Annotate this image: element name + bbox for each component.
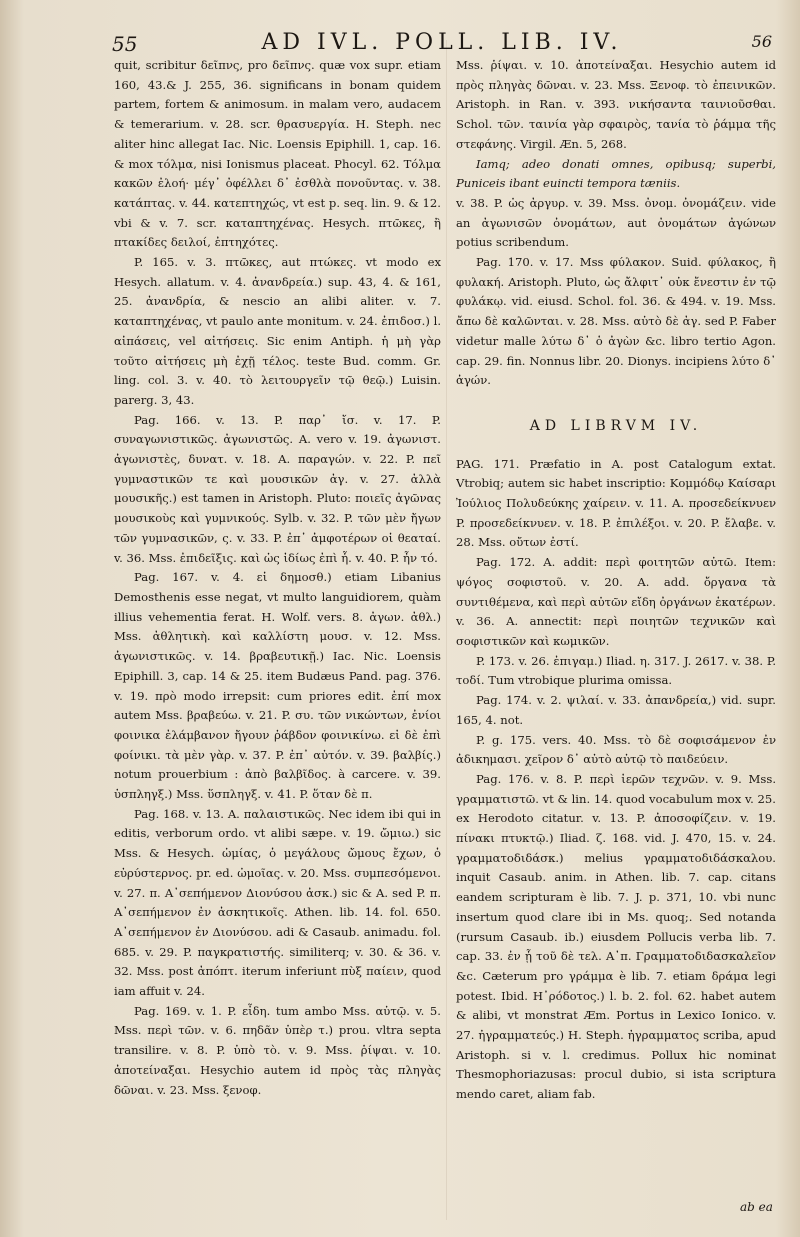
right-paragraph-5: Pag. 172. A. addit: περὶ φοιτητῶν αὐτῶ. Item: ψόγος σοφιστοῦ. v. 20. A. add. ὄργανα τὰ συντιθέμενα, καὶ περὶ αὐτῶν εἴδη ὀργάνων ἑκατέρων. v. 36. A. annectit: περὶ ποιητῶν τεχνικῶν καὶ σοφιστικῶν καὶ κωμικῶν. [456,555,776,648]
right-paragraph-2: v. 38. P. ὡς ἀργυρ. v. 39. Mss. ὀνομ. ὀνομάζειν. vide an ἀγωνισῶν ὀνομάτων, aut ὀνομάτων ἀγώνων potius scribendum. [456,195,776,250]
left-paragraph-3: Pag. 166. v. 13. P. παρ᾽ ἴσ. v. 17. P. συναγωνιστικῶς. ἀγωνιστῶς. A. vero v. 19. ἀγωνιστ. ἀγωνιστὲς, δυνατ. v. 18. A. παραγών. v. 22. P. πεῖ γυμναστικῶν τε καὶ μουσικῶν ἀγ. v. 27. ἀλλὰ μουσικῆς.) est tamen in Aristoph. Pluto: ποιεῖς ἀγῶνας μουσικοὺς καὶ γυμνικούς. Sylb. v. 32. P. τῶν μὲν ἤγων τῶν γυμνασικῶν, ς. v. 33. P. ἐπ᾽ ἀμφοτέρων οἱ θεαταί. v. 36. Mss. ἐπιδεῖξις. καὶ ὡς ἰδίως ἐπὶ ἧ. v. 40. P. ἦν τό. [114,412,441,565]
left-paragraph-5: Pag. 168. v. 13. A. παλαιστικῶς. Nec idem ibi qui in editis, verborum ordo. vt alibi sæpe. v. 19. ὤμιω.) sic Mss. & Hesych. ὠμίας, ὁ μεγάλους ὤμους ἔχων, ὁ εὐρύστερνος. pr. ed. ὠμοῖας. v. 20. Mss. συμπεσόμενοι. v. 27. π. Α᾽σεπήμενον Διονύσου ἀσκ.) sic & A. sed P. π. Α᾽σεπήμενον ἐν ἀσκητικοῖς. Athen. lib. 14. fol. 650. Α᾽σεπήμενον ἐν Διονύσου. adi & Casaub. animadu. fol. 685. v. 29. P. παγκρατιστής. similiterq; v. 30. & 36. v. 32. Mss. post ἀπόπτ. iterum inferiunt πὺξ παίειν, quod iam affuit v. 24. [114,806,441,999]
right-paragraph-3: Pag. 170. v. 17. Mss φύλακον. Suid. φύλακος, ἢ φυλακή. Aristoph. Pluto, ὡς ἄλφιτ᾽ οὐκ ἔνεστιν ἐν τῷ φυλάκῳ. vid. eiusd. Schol. fol. 36. & 494. v. 19. Mss. ἄπω δὲ καλῶνται. v. 28. Mss. αὐτὸ δὲ ἀγ. sed P. Faber videtur malle λύτω δ᾽ ὁ ἀγὼν &c. libro tertio Agon. cap. 29. fin. Nonnus libr. 20. Dionys. incipiens λύτο δ᾽ ἀγών. [456,255,776,388]
right-paragraph-4: PAG. 171. Præfatio in A. post Catalogum extat. Vtrobiq; autem sic habet inscriptio: Κομμόδῳ Καίσαρι Ἰούλιος Πολυδεύκης χαίρειν. v. 11. A. προσεδείκνυεν P. προσεδείκνυεν. v. 18. P. ἐπιλέξοι. v. 20. P. ἔλαβε. v. 28. Mss. οὔτων ἐστί. [456,456,776,550]
right-paragraph-8: P. g. 175. vers. 40. Mss. τὸ δὲ σοφισάμενον ἐν ἀδικημασι. χεῖρον δ᾽ αὐτὸ αὐτῷ τὸ παιδεύειν. [456,732,776,767]
right-paragraph-7: Pag. 174. v. 2. ψιλαί. v. 33. ἀπανδρεία,) vid. supr. 165, 4. not. [456,693,776,727]
verse-quotation: Iamq; adeo donati omnes, opibusq; superbi, Puniceis ibant euincti tempora tæniis. [456,156,776,191]
catchword: ab ea [740,1200,773,1214]
left-paragraph-4: Pag. 167. v. 4. εἰ δημοσθ.) etiam Libanius Demosthenis esse negat, vt multo languidiorem, quàm illius vehementia ferat. H. Wolf. vers. 8. ἀγων. ἀθλ.) Mss. ἀθλητικὴ. καὶ καλλίστη μουσ. v. 12. Mss. ἀγωνιστικῶς. v. 14. βραβευτικῇ.) Iac. Nic. Loensis Epiphill. 3, cap. 14 & 25. item Budæus Pand. pag. 376. v. 19. πρὸ modo irrepsit: cum priores edit. ἐπί mox autem Mss. βραβεύω. v. 21. P. συ. τῶν νικώντων, ἐνίοι φοινικα ἐλάμβανον ἤγουν ῥάβδον φοινικίνω. εἰ δὲ ἐπὶ φοίνικι. τὰ μὲν γὰρ. v. 37. P. ἐπ᾽ αὐτόν. v. 39. βαλβίς.) notum prouerbium : ἀπὸ βαλβῖδος. à carcere. v. 39. ὑσπληγξ.) Mss. ὕσπληγξ. v. 41. P. ὅταν δὲ π. [114,570,441,802]
left-paragraph-2: P. 165. v. 3. πτῶκες, aut πτώκες. vt modo ex Hesych. allatum. v. 4. ἀνανδρεία.) sup. 43, 4. & 161, 25. ἀνανδρία, & nescio an alibi aliter. v. 7. καταπτηχένας, vt paulo ante monitum. v. 24. ἐπιδοσ.) l. αἰπάσεις, vel αἰτήσεις. Sic enim Antiph. ἡ μὴ γὰρ τοῦτο αἰτήσεις μὴ ἐχῇ τέλος. teste Bud. comm. Gr. ling. col. 3. v. 40. τὸ λειτουργεῖν τῷ θεῷ.) Luisin. parerg. 3, 43. [114,255,441,407]
page-number-right: 56 [751,32,772,51]
right-paragraph-1: Mss. ῥίψαι. v. 10. ἀποτείναξαι. Hesychio autem id πρὸς πληγὰς δῶναι. v. 23. Mss. Ξενοφ. τὸ ἐπεινικῶν. Aristoph. in Ran. v. 393. νικήσαντα ταινιοῦσθαι. Schol. τῶν. ταινία γὰρ σφαιρὸς, τανία τὸ ῥάμμα τῆς στεφάνης. Virgil. Æn. 5, 268. [456,58,776,151]
running-title: AD IVL. POLL. LIB. IV. [261,30,623,55]
section-title: AD LIBRVM IV. [529,417,703,434]
left-column [114,56,441,1216]
gutter-shadow [446,40,447,1220]
right-column [456,56,776,1216]
right-paragraph-6: P. 173. v. 26. ἐπιγαμ.) Iliad. η. 317. J. 2617. v. 38. P. τοδί. Tum vtrobique plurima omissa. [456,653,776,688]
running-header [112,28,772,56]
right-paragraph-9: Pag. 176. v. 8. P. περὶ ἱερῶν τεχνῶν. v. 9. Mss. γραμματιστῶ. vt & lin. 14. quod vocabulum mox v. 25. ex Herodoto citatur. v. 13. P. ἀποσοφίζειν. v. 19. πίνακι πτυκτῷ.) Iliad. ζ. 168. vid. J. 470, 15. v. 24. γραμματοδιδάσκ.) melius γραμματοδιδάσκαλου. inquit Casaub. anim. in Athen. lib. 7. cap. citans eandem scripturam è lib. 7. J. p. 371, 10. vbi nunc insertum quod clare ibi in Ms. quoq;. Sed notanda (rursum Casaub. ib.) eiusdem Pollucis verba lib. 7. cap. 33. ἐν ᾗ τοῦ δὲ τελ. Α᾽π. Γραμματοδιδασκαλεῖον &c. Cæterum pro γράμμα è lib. 7. etiam δράμα legi potest. Ibid. Η᾽ρόδοτος.) l. b. 2. fol. 62. habet autem & alibi, vt monstrat Æm. Portus in Lexico Ionico. v. 27. ἠγραμματεύς.) H. Steph. ἠγραμματος scriba, apud Aristoph. si v. l. credimus. Pollux hic nominat Thesmophoriazusas: procul dubio, si ista scriptura mendo caret, aliam fab. [456,771,776,1102]
left-paragraph-6: Pag. 169. v. 1. P. εἶδη. tum ambo Mss. αὐτῷ. v. 5. Mss. περὶ τῶν. v. 6. πηδᾶν ὑπὲρ τ.) prou. vltra septa transilire. v. 8. P. ὑπὸ τὸ. v. 9. Mss. ῥίψαι. v. 10. ἀποτείναξαι. Hesychio autem id πρὸς τὰς πληγὰς δῶναι. v. 23. Mss. ξενοφ. [114,1003,441,1097]
left-paragraph-1: quit, scribitur δεῖπνς, pro δεῖπνς. quæ vox supr. etiam 160, 43.& J. 255, 36. significans in bonam quidem partem, fortem & animosum. in malam vero, audacem & temerarium. v. 28. scr. θρασυεργία. H. Steph. nec aliter hinc allegat Iac. Nic. Loensis Epiphill. 1, cap. 16. & mox τόλμα, nisi Ionismus placeat. Phocyl. 62. Τόλμα κακῶν ἐλοή· μέγ᾽ ὀφέλλει δ᾽ ἐσθλὰ πονοῦντας. v. 38. κατάπτας. v. 44. κατεπτηχώς, vt est p. seq. lin. 9. & 12. vbi & v. 7. scr. καταπτηχένας. Hesych. πτῶκες, ἢ πτακίδες δειλοί, ἐπτηχότες. [114,58,441,250]
page-number-left: 55 [112,32,138,56]
